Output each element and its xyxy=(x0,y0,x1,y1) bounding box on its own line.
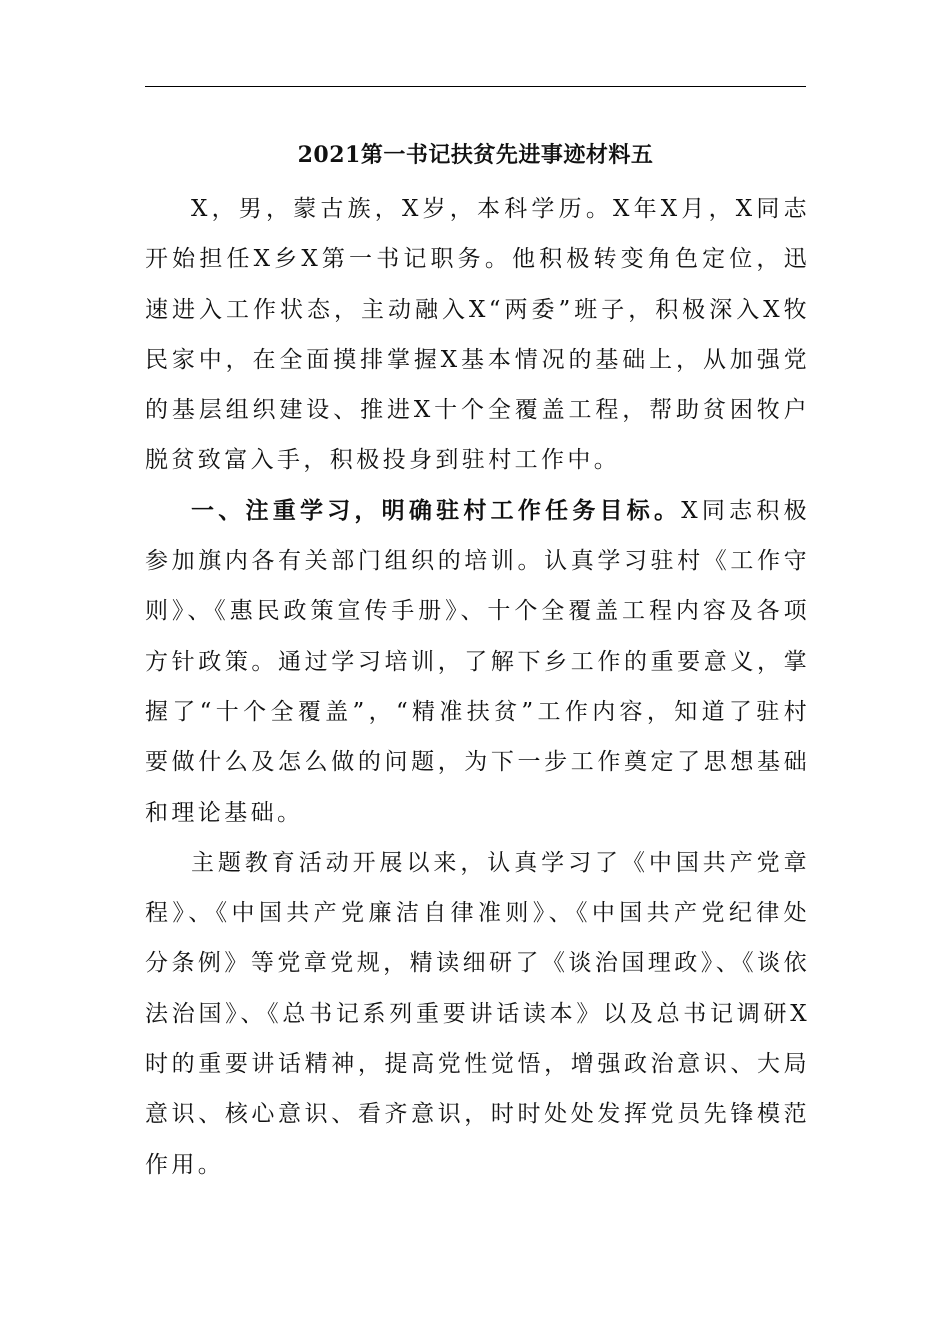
document-body xyxy=(145,184,810,1190)
paragraph-intro xyxy=(145,184,810,486)
paragraph-study xyxy=(145,838,810,1190)
header-rule xyxy=(145,86,806,87)
section-heading: 一、注重学习，明确驻村工作任务目标。 xyxy=(191,496,682,524)
paragraph-text: 主题教育活动开展以来，认真学习了《中国共产党章程》、《中国共产党廉洁自律准则》、《中国共产党纪律处分条例》等党章党规，精读细研了《谈治国理政》、《谈依法治国》、《总书记系列重要讲话读本》以及总书记调研X时的重要讲话精神，提高党性觉悟，增强政治意识、大局意识、核心意识、看齐意识，时时处处发挥党员先锋模范作用。 xyxy=(145,849,810,1178)
paragraph-text: X同志积极参加旗内各有关部门组织的培训。认真学习驻村《工作守则》、《惠民政策宣传手册》、十个全覆盖工程内容及各项方针政策。通过学习培训，了解下乡工作的重要意义，掌握了“十个全覆盖”，“精准扶贫”工作内容，知道了驻村要做什么及怎么做的问题，为下一步工作奠定了思想基础和理论基础。 xyxy=(145,497,811,826)
paragraph-text: X，男，蒙古族，X岁，本科学历。X年X月，X同志开始担任X乡X第一书记职务。他积极转变角色定位，迅速进入工作状态，主动融入X“两委”班子，积极深入X牧民家中，在全面摸排掌握X基本情况的基础上，从加强党的基层组织建设、推进X十个全覆盖工程，帮助贫困牧户脱贫致富入手，积极投身到驻村工作中。 xyxy=(145,196,810,474)
document-title: 2021第一书记扶贫先进事迹材料五 xyxy=(297,142,654,168)
paragraph-section-one xyxy=(145,486,810,838)
